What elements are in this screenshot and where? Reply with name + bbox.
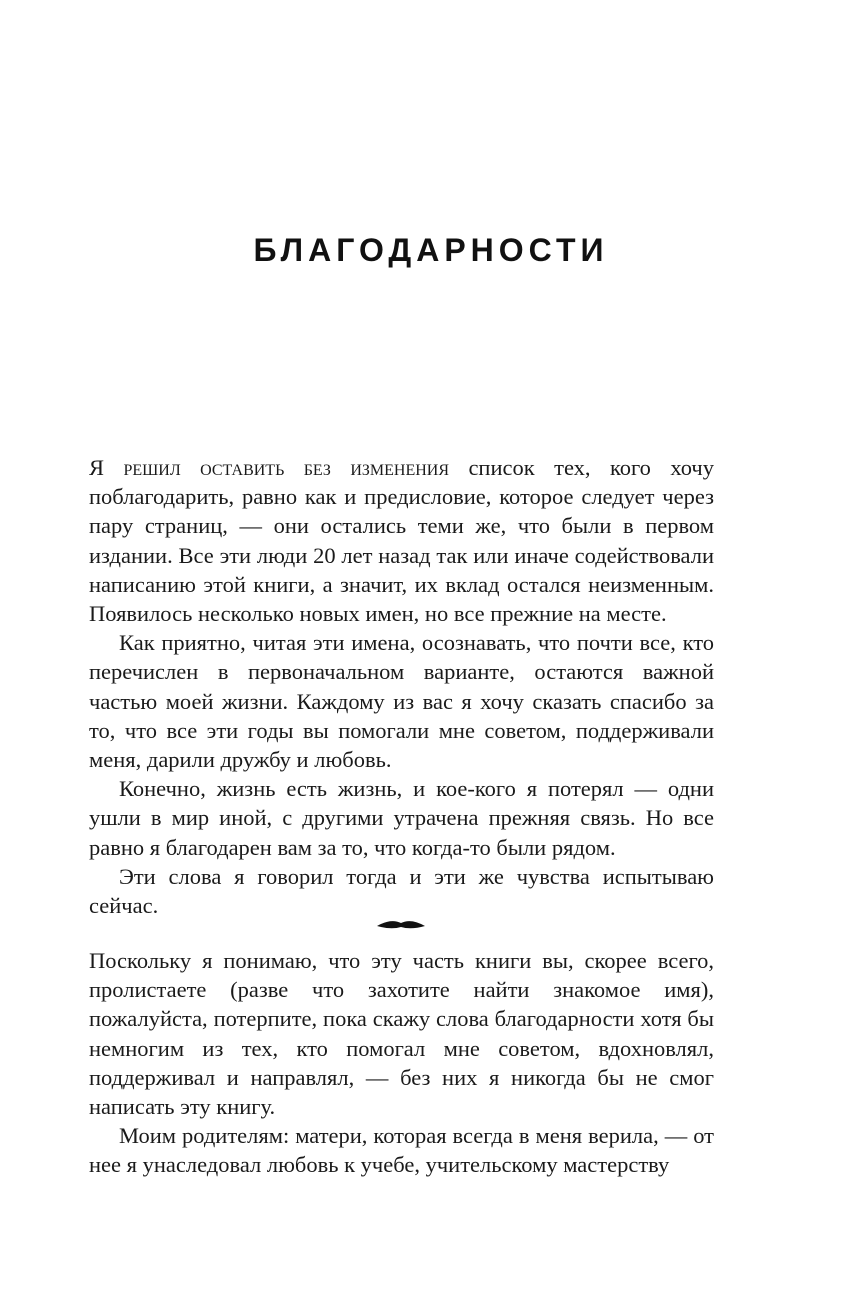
paragraph-4: Эти слова я говорил тогда и эти же чувства испытываю сейчас. bbox=[89, 863, 714, 919]
acknowledgments-section-1 bbox=[89, 453, 714, 920]
paragraph-6: Моим родителям: матери, которая всегда в меня верила, — от нее я унаследовал любовь к учебе, учительскому мастерству bbox=[89, 1123, 714, 1178]
paragraph-5: Поскольку я понимаю, что эту часть книги вы, скорее всего, пролистаете (разве что захотите найти знакомое имя), пожалуйста, потерпите, пока скажу слова благодарности хотя бы немногим из тех, кто помогал мне советом, вдохновлял, поддерживал и направлял, — без них я никогда бы не смог написать эту книгу. bbox=[89, 948, 714, 1120]
paragraph-1-text: список тех, кого хочу поблагодарить, равно как и предисловие, которое следует через пару страниц, — они остались теми же, что были в первом издании. Все эти люди 20 лет назад так или иначе содействовали написанию этой книги, а значит, их вклад остался неизменным. Появилось несколько новых имен, но все прежние на месте. bbox=[89, 455, 714, 627]
paragraph-3: Конечно, жизнь есть жизнь, и кое-кого я потерял — одни ушли в мир иной, с другими утрачена прежняя связь. Но все равно я благодарен вам за то, что когда-то были рядом. bbox=[89, 776, 714, 860]
section-divider-ornament-icon bbox=[377, 918, 425, 934]
page-title: БЛАГОДАРНОСТИ bbox=[253, 232, 609, 268]
paragraph-1 bbox=[89, 453, 714, 628]
lead-in-smallcaps: Я решил оставить без изменения bbox=[89, 455, 449, 480]
paragraph-2: Как приятно, читая эти имена, осознавать, что почти все, кто перечислен в первоначальном варианте, остаются важной частью моей жизни. Каждому из вас я хочу сказать спасибо за то, что все эти годы вы помогали мне советом, поддерживали меня, дарили дружбу и любовь. bbox=[89, 630, 714, 773]
acknowledgments-section-2 bbox=[89, 946, 714, 1180]
